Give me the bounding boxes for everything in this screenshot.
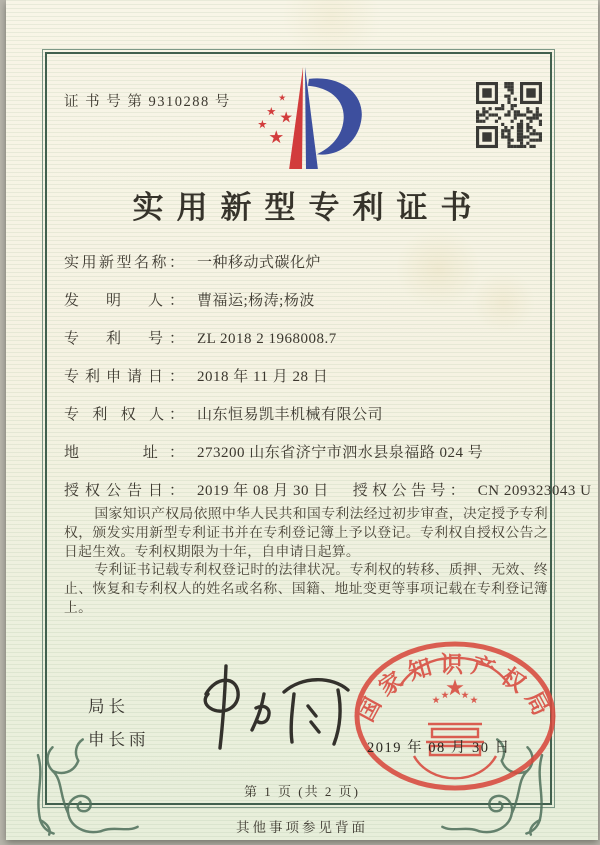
- page-number: 第 1 页 (共 2 页): [244, 784, 360, 799]
- field-row: [64, 320, 548, 358]
- field-row: [64, 396, 548, 434]
- field-list: [64, 244, 592, 510]
- field-value: 273200 山东省济宁市泗水县泉福路 024 号: [197, 445, 484, 461]
- certificate-number: 证 书 号 第 9310288 号: [64, 94, 231, 110]
- official-red-seal-icon: [348, 636, 562, 796]
- field-row: [64, 358, 548, 396]
- field-label: 专 利 号：: [64, 331, 184, 347]
- grant-date-value: 2019 年 08 月 30 日: [197, 483, 329, 499]
- director-title: 局长: [88, 697, 129, 716]
- legal-paragraph: 专利证书记载专利权登记时的法律状况。专利权的转移、质押、无效、终止、恢复和专利权人的姓名或名称、国籍、地址变更等事项记载在专利登记簿上。: [64, 562, 548, 615]
- handwritten-signature-icon: [192, 660, 360, 758]
- qr-code: [476, 82, 542, 148]
- grant-date-label: 授权公告日：: [64, 483, 184, 499]
- field-label: 发 明 人：: [64, 293, 184, 309]
- field-label: 地 址：: [64, 445, 184, 461]
- legal-text: [64, 505, 548, 618]
- field-label: 专利申请日：: [64, 369, 184, 385]
- field-value: 山东恒易凯丰机械有限公司: [197, 407, 384, 423]
- field-value: ZL 2018 2 1968008.7: [197, 331, 337, 347]
- legal-paragraph: 国家知识产权局依照中华人民共和国专利法经过初步审查，决定授予专利权，颁发实用新型专利证书并在专利登记簿上予以登记。专利权自授权公告之日起生效。专利权期限为十年，自申请日起算。: [64, 506, 548, 559]
- grant-no-value: CN 209323043 U: [477, 483, 592, 499]
- field-value: 曹福运;杨涛;杨波: [197, 293, 315, 309]
- field-label: 实用新型名称：: [64, 255, 184, 271]
- director-block: [88, 690, 150, 756]
- grant-no-label: 授权公告号：: [352, 483, 465, 499]
- seal-ring-text: 国家知识产权局: [353, 651, 557, 726]
- field-row: [64, 282, 548, 320]
- certificate-title: 实用新型专利证书: [132, 190, 485, 225]
- back-side-note: 其他事项参见背面: [236, 820, 368, 835]
- field-value: 2018 年 11 月 28 日: [197, 369, 329, 385]
- certificate-paper: [6, 0, 598, 840]
- field-row: [64, 244, 548, 282]
- field-row: [64, 434, 548, 472]
- director-name: 申长雨: [88, 730, 150, 749]
- field-value: 一种移动式碳化炉: [197, 255, 322, 271]
- seal-date: 2019 年 08 月 30 日: [367, 740, 511, 756]
- field-label: 专 利 权 人：: [64, 407, 184, 423]
- cnipa-logo-icon: [230, 62, 382, 176]
